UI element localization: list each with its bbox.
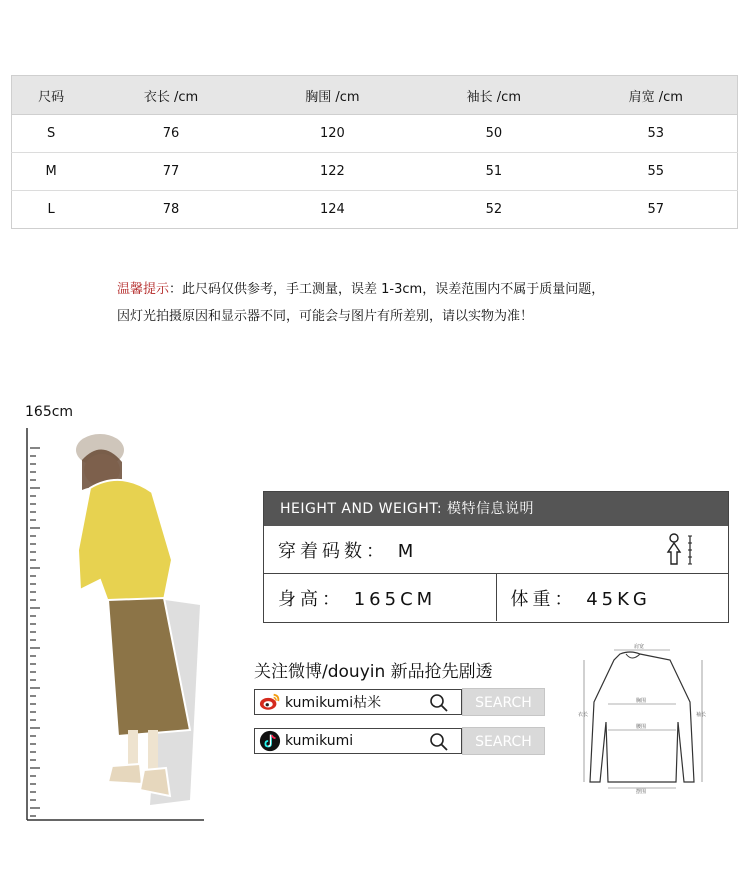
shoulder-label: 肩宽 (634, 644, 645, 650)
model-info-card (263, 491, 729, 623)
douyin-field[interactable] (254, 728, 462, 754)
notes-line-2: 因灯光拍摄原因和显示器不同，可能会与图片有所差别，请以实物为准！ (117, 309, 534, 324)
model-info-title: HEIGHT AND WEIGHT: 模特信息说明 (264, 492, 728, 526)
table-cell: 76 (90, 115, 251, 153)
model-size-row (264, 526, 728, 574)
table-cell: 53 (575, 115, 738, 153)
table-cell: 52 (413, 191, 574, 229)
header-chest: 胸围 /cm (252, 76, 413, 115)
notes-label: 温馨提示 (117, 282, 170, 297)
header-length: 衣长 /cm (90, 76, 251, 115)
notes-line-1 (117, 276, 604, 303)
length-label: 衣长 (578, 712, 589, 718)
douyin-icon (259, 730, 281, 752)
person-icon (660, 530, 700, 570)
table-cell: 51 (413, 153, 574, 191)
table-row (12, 153, 738, 191)
chest-label: 胸围 (636, 698, 647, 704)
douyin-handle: kumikumi (285, 733, 354, 749)
search-icon[interactable] (429, 732, 449, 752)
table-cell: 55 (575, 153, 738, 191)
model-size: 穿着码数： M (278, 540, 418, 562)
weibo-search-button[interactable]: SEARCH (462, 688, 545, 716)
size-notes (117, 276, 604, 330)
header-shoulder: 肩宽 /cm (575, 76, 738, 115)
notes-text-1: ：此尺码仅供参考，手工测量，误差 1-3cm，误差范围内不属于质量问题， (169, 282, 605, 297)
table-cell: 78 (90, 191, 251, 229)
sleeve-label: 袖长 (696, 712, 707, 718)
table-cell: M (12, 153, 91, 191)
waist-label: 腰围 (636, 724, 647, 730)
douyin-search-button[interactable]: SEARCH (462, 727, 545, 755)
table-cell: 120 (252, 115, 413, 153)
weibo-icon (259, 691, 281, 713)
size-table-header (12, 76, 738, 115)
table-cell: 50 (413, 115, 574, 153)
table-cell: 77 (90, 153, 251, 191)
table-cell: S (12, 115, 91, 153)
search-icon[interactable] (429, 693, 449, 713)
header-size: 尺码 (12, 76, 91, 115)
table-cell: 124 (252, 191, 413, 229)
height-ruler-label: 165cm (25, 404, 74, 420)
weibo-search-row (254, 688, 545, 716)
model-height: 身高： 165CM (278, 588, 437, 610)
table-row (12, 191, 738, 229)
weibo-field[interactable] (254, 689, 462, 715)
model-measure-row (264, 574, 728, 621)
follow-heading: 关注微博/douyin 新品抢先剧透 (254, 662, 493, 682)
weibo-handle: kumikumi枯米 (285, 695, 382, 711)
header-sleeve: 袖长 /cm (413, 76, 574, 115)
douyin-search-row (254, 727, 545, 755)
table-cell: 57 (575, 191, 738, 229)
size-table (11, 75, 738, 229)
table-cell: L (12, 191, 91, 229)
shirt-diagram (578, 642, 710, 794)
model-photo (60, 430, 210, 810)
model-weight: 体重： 45KG (496, 574, 729, 621)
table-cell: 122 (252, 153, 413, 191)
table-row (12, 115, 738, 153)
hem-label: 摆围 (636, 789, 647, 794)
